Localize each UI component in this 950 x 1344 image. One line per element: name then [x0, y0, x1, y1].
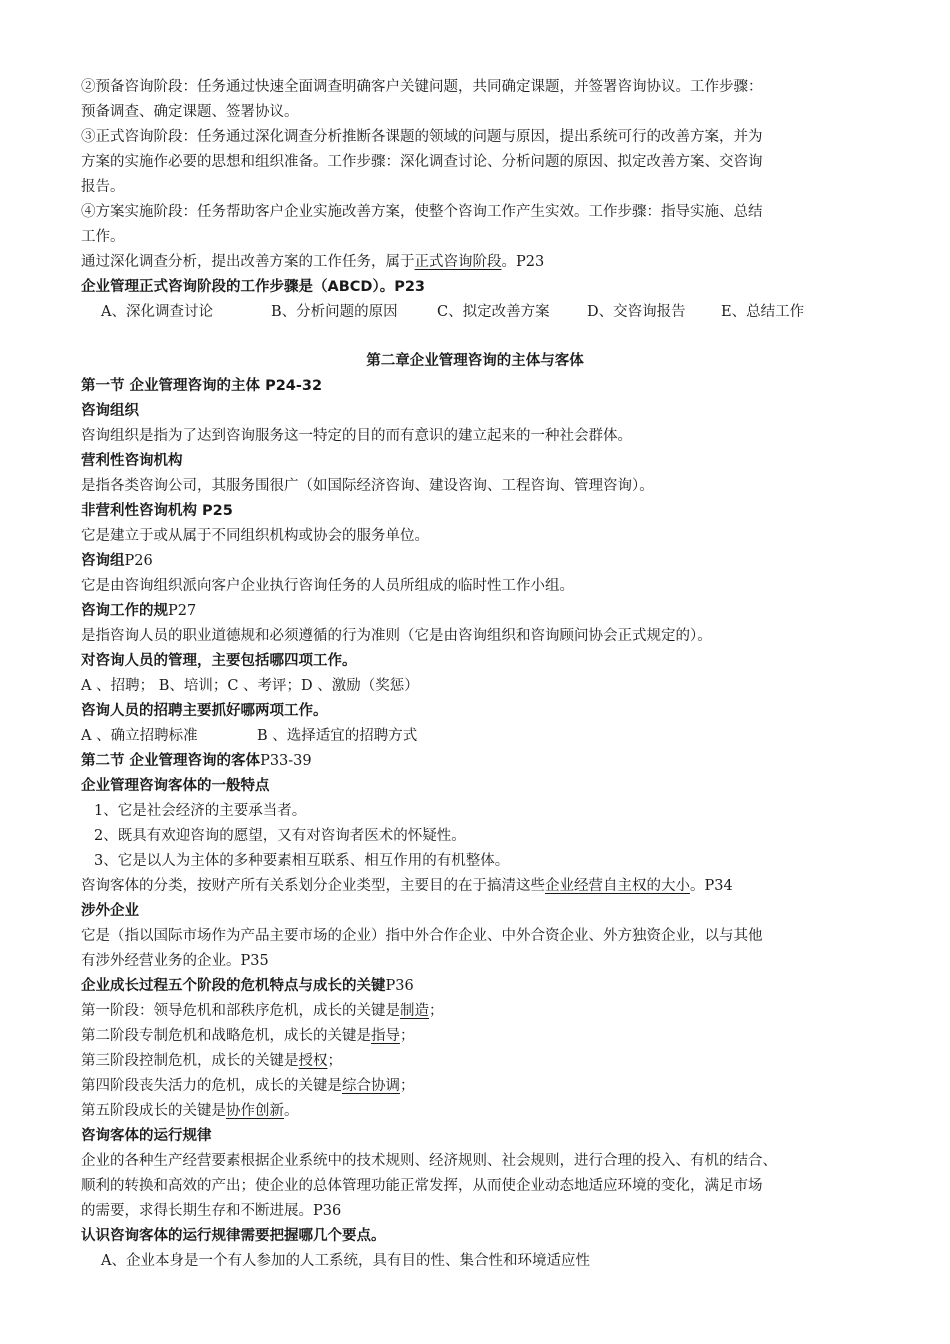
- term-heading: 咨询客体的运行规律: [81, 1128, 212, 1144]
- underlined-answer: 指导: [371, 1028, 400, 1044]
- option: A、深化调查讨论: [101, 304, 213, 320]
- option: D、交咨询报告: [587, 304, 686, 320]
- term-heading: [81, 976, 414, 996]
- underlined-answer: 协作创新: [226, 1103, 284, 1119]
- term-heading: 营利性咨询机构: [81, 453, 183, 469]
- text-span: 。: [284, 1103, 299, 1119]
- text-span: ；: [429, 1003, 444, 1019]
- stage-line: [81, 1001, 444, 1021]
- list-item: 1、它是社会经济的主要承当者。: [94, 803, 307, 819]
- term-heading: 涉外企业: [81, 903, 139, 919]
- answer-line: [81, 726, 417, 746]
- option: A 、确立招聘标准: [81, 728, 198, 744]
- underlined-answer: 正式咨询阶段: [414, 254, 502, 270]
- text-span: 通过深化调查分析，提出改善方案的工作任务，属于: [81, 254, 415, 270]
- answer-line: A、企业本身是一个有人参加的人工系统，具有目的性、集合性和环境适应性: [101, 1253, 590, 1269]
- text-span: 第二阶段专制危机和战略危机，成长的关键是: [81, 1028, 371, 1044]
- term-heading: 咨询组织: [81, 403, 139, 419]
- text-span: 第三阶段控制危机，成长的关键是: [81, 1053, 299, 1069]
- text-line: ③正式咨询阶段：任务通过深化调查分析推断各课题的领域的问题与原因，提出系统可行的改善方案，并为: [81, 129, 763, 145]
- list-item: 3、它是以人为主体的多种要素相互联系、相互作用的有机整体。: [94, 853, 510, 869]
- option: B、分析问题的原因: [271, 304, 398, 320]
- section-title: [81, 751, 312, 771]
- text-line: 的需要，求得长期生存和不断进展。P36: [81, 1203, 342, 1219]
- text-line: 工作。: [81, 229, 125, 245]
- option: B 、选择适宜的招聘方式: [257, 728, 418, 744]
- page-ref: P33-39: [260, 753, 312, 769]
- question-heading: 企业管理正式咨询阶段的工作步骤是（ABCD）。P23: [81, 279, 426, 295]
- page-ref: P36: [385, 978, 414, 994]
- text-line: 是指咨询人员的职业道德规和必须遵循的行为准则（它是由咨询组织和咨询顾问协会正式规定的）。: [81, 628, 712, 644]
- stage-line: [81, 1101, 299, 1121]
- option-row: [101, 302, 804, 322]
- page-ref: P26: [124, 553, 153, 569]
- stage-line: [81, 1076, 415, 1096]
- page-ref: P25: [197, 503, 233, 519]
- option: C、拟定改善方案: [437, 304, 550, 320]
- underlined-answer: 授权: [298, 1053, 328, 1069]
- text-span: ；: [400, 1028, 415, 1044]
- underlined-answer: 制造: [400, 1003, 429, 1019]
- stage-line: [81, 1026, 415, 1046]
- text-span: 。P23: [501, 254, 545, 270]
- term-heading: [81, 601, 196, 621]
- text-span: ；: [327, 1053, 342, 1069]
- answer-line: A 、招聘； B、培训；C 、考评；D 、激励（奖惩）: [81, 678, 419, 694]
- term-heading: 企业管理咨询客体的一般特点: [81, 778, 270, 794]
- text-line: 方案的实施作必要的思想和组织准备。工作步骤：深化调查讨论、分析问题的原因、拟定改善方案、交咨询: [81, 154, 763, 170]
- question-heading: 认识咨询客体的运行规律需要把握哪几个要点。: [81, 1228, 386, 1244]
- text-span: 第四阶段丧失活力的危机，成长的关键是: [81, 1078, 342, 1094]
- text-line: [81, 252, 544, 272]
- text-line: 有涉外经营业务的企业。P35: [81, 953, 269, 969]
- text-line: 它是建立于或从属于不同组织机构或协会的服务单位。: [81, 528, 429, 544]
- text-span: ；: [400, 1078, 415, 1094]
- text-span: 。P34: [690, 878, 733, 894]
- text-line: 企业的各种生产经营要素根据企业系统中的技术规则、经济规则、社会规则，进行合理的投入、有机的结合、: [81, 1153, 777, 1169]
- text-line: 报告。: [81, 179, 125, 195]
- text-span: 咨询客体的分类，按财产所有关系划分企业类型，主要目的在于搞清这些: [81, 878, 545, 894]
- underlined-answer: 企业经营自主权的大小: [545, 878, 690, 894]
- term-text: 企业成长过程五个阶段的危机特点与成长的关键: [81, 978, 386, 994]
- text-line: [81, 876, 733, 896]
- stage-line: [81, 1051, 342, 1071]
- text-span: 第一阶段：领导危机和部秩序危机，成长的关键是: [81, 1003, 400, 1019]
- text-line: 它是由咨询组织派向客户企业执行咨询任务的人员所组成的临时性工作小组。: [81, 578, 574, 594]
- text-span: 第五阶段成长的关键是: [81, 1103, 226, 1119]
- underlined-answer: 综合协调: [342, 1078, 400, 1094]
- chapter-title: 第二章企业管理咨询的主体与客体: [366, 353, 584, 369]
- section-title-text: 第二节 企业管理咨询的客体: [81, 753, 261, 769]
- text-line: 是指各类咨询公司，其服务围很广（如国际经济咨询、建设咨询、工程咨询、管理咨询）。: [81, 478, 654, 494]
- term-heading: [81, 551, 153, 571]
- question-heading: 咨询人员的招聘主要抓好哪两项工作。: [81, 703, 328, 719]
- question-heading: 对咨询人员的管理，主要包括哪四项工作。: [81, 653, 357, 669]
- option: E、总结工作: [721, 304, 805, 320]
- section-title: 第一节 企业管理咨询的主体 P24-32: [81, 378, 323, 394]
- text-line: 预备调查、确定课题、签署协议。: [81, 104, 299, 120]
- text-line: 顺利的转换和高效的产出；使企业的总体管理功能正常发挥，从而使企业动态地适应环境的变化，满足市场: [81, 1178, 763, 1194]
- text-line: 它是（指以国际市场作为产品主要市场的企业）指中外合作企业、中外合资企业、外方独资企业，以与其他: [81, 928, 763, 944]
- text-line: ②预备咨询阶段：任务通过快速全面调查明确客户关键问题，共同确定课题，并签署咨询协议。工作步骤：: [81, 79, 763, 95]
- text-line: ④方案实施阶段：任务帮助客户企业实施改善方案，使整个咨询工作产生实效。工作步骤：指导实施、总结: [81, 204, 763, 220]
- term-heading: [81, 501, 233, 521]
- page-ref: P27: [168, 603, 197, 619]
- list-item: 2、既具有欢迎咨询的愿望，又有对咨询者医术的怀疑性。: [94, 828, 466, 844]
- term-text: 非营利性咨询机构: [81, 503, 197, 519]
- term-text: 咨询工作的规: [81, 603, 168, 619]
- text-line: 咨询组织是指为了达到咨询服务这一特定的目的而有意识的建立起来的一种社会群体。: [81, 428, 632, 444]
- term-text: 咨询组: [81, 553, 125, 569]
